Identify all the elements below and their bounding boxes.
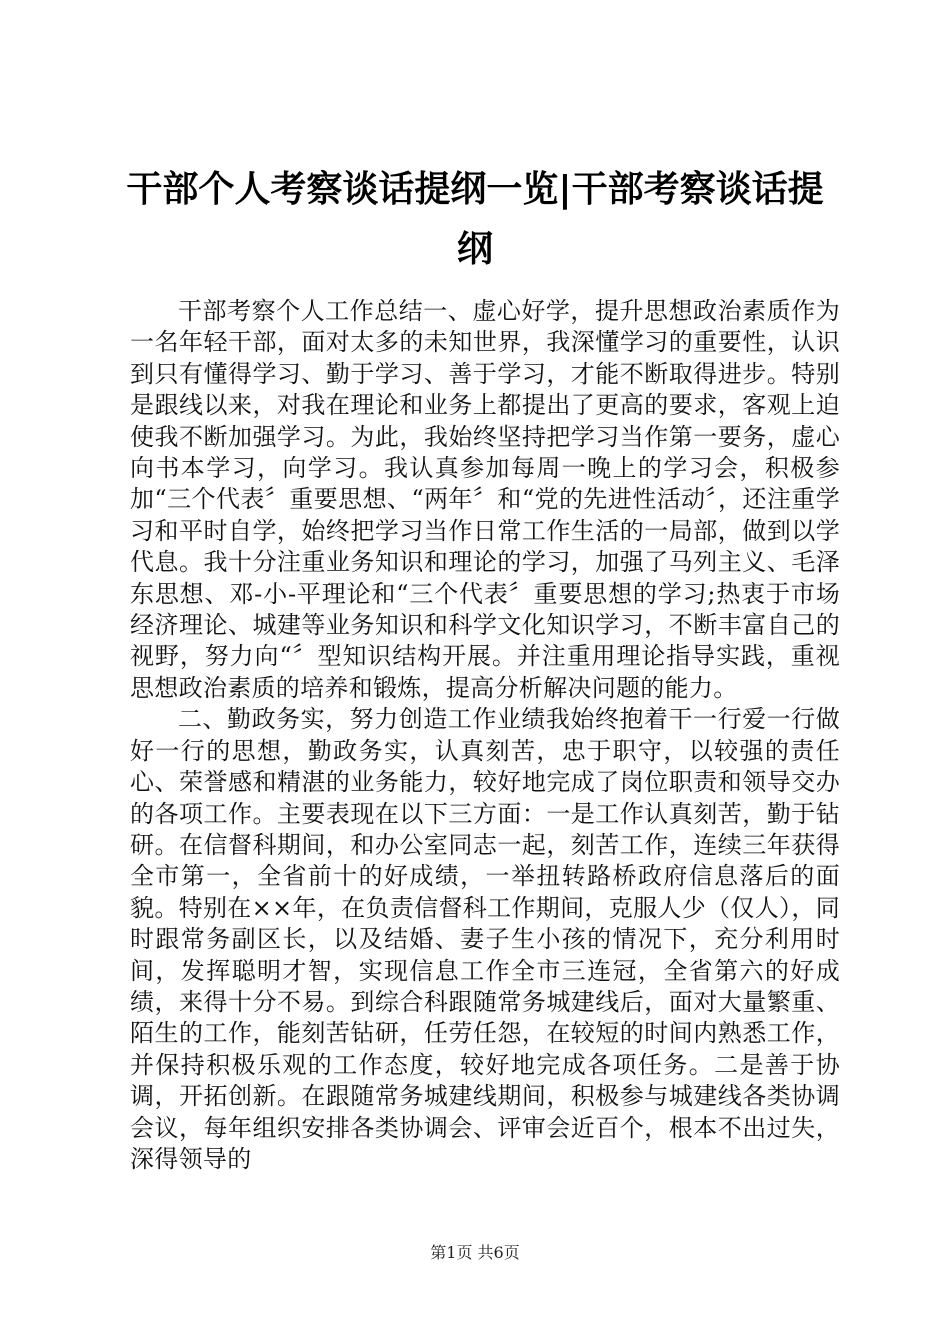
paragraph-1: 干部考察个人工作总结一、虚心好学，提升思想政治素质作为一名年轻干部，面对太多的未知世界，我深懂学习的重要性，认识到只有懂得学习、勤于学习、善于学习，才能不断取得进步。特别是跟线以来，对我在理论和业务上都提出了更高的要求，客观上迫使我不断加强学习。为此，我始终坚持把学习当作第一要务，虚心向书本学习，向学习。我认真参加每周一晚上的学习会，积极参加“三个代表〞重要思想、“两年〞和“党的先进性活动〞，还注重学习和平时自学，始终把学习当作日常工作生活的一局部，做到以学代息。我十分注重业务知识和理论的学习，加强了马列主义、毛泽东思想、邓-小-平理论和“三个代表〞重要思想的学习;热衷于市场经济理论、城建等业务知识和科学文化知识学习，不断丰富自己的视野，努力向“〞型知识结构开展。并注重用理论指导实践，重视思想政治素质的培养和锻炼，提高分析解决问题的能力。 xyxy=(130,297,840,702)
paragraph-2: 二、勤政务实，努力创造工作业绩我始终抱着干一行爱一行做好一行的思想，勤政务实，认真刻苦，忠于职守，以较强的责任心、荣誉感和精湛的业务能力，较好地完成了岗位职责和领导交办的各项工作。主要表现在以下三方面：一是工作认真刻苦，勤于钻研。在信督科期间，和办公室同志一起，刻苦工作，连续三年获得全市第一，全省前十的好成绩，一举扭转路桥政府信息落后的面貌。特别在××年，在负责信督科工作期间，克服人少（仅人），同时跟常务副区长，以及结婚、妻子生小孩的情况下，充分利用时间，发挥聪明才智，实现信息工作全市三连冠，全省第六的好成绩，来得十分不易。到综合科跟随常务城建线后，面对大量繁重、陌生的工作，能刻苦钻研，任劳任怨，在较短的时间内熟悉工作，并保持积极乐观的工作态度，较好地完成各项任务。二是善于协调，开拓创新。在跟随常务城建线期间，积极参与城建线各类协调会议，每年组织安排各类协调会、评审会近百个，根本不出过失，深得领导的 xyxy=(130,705,840,1173)
document-title: 干部个人考察谈话提纲一览|干部考察谈话提纲 xyxy=(126,169,824,270)
page-footer: 第1页 共6页 xyxy=(430,1243,520,1262)
document-body xyxy=(130,296,840,1175)
